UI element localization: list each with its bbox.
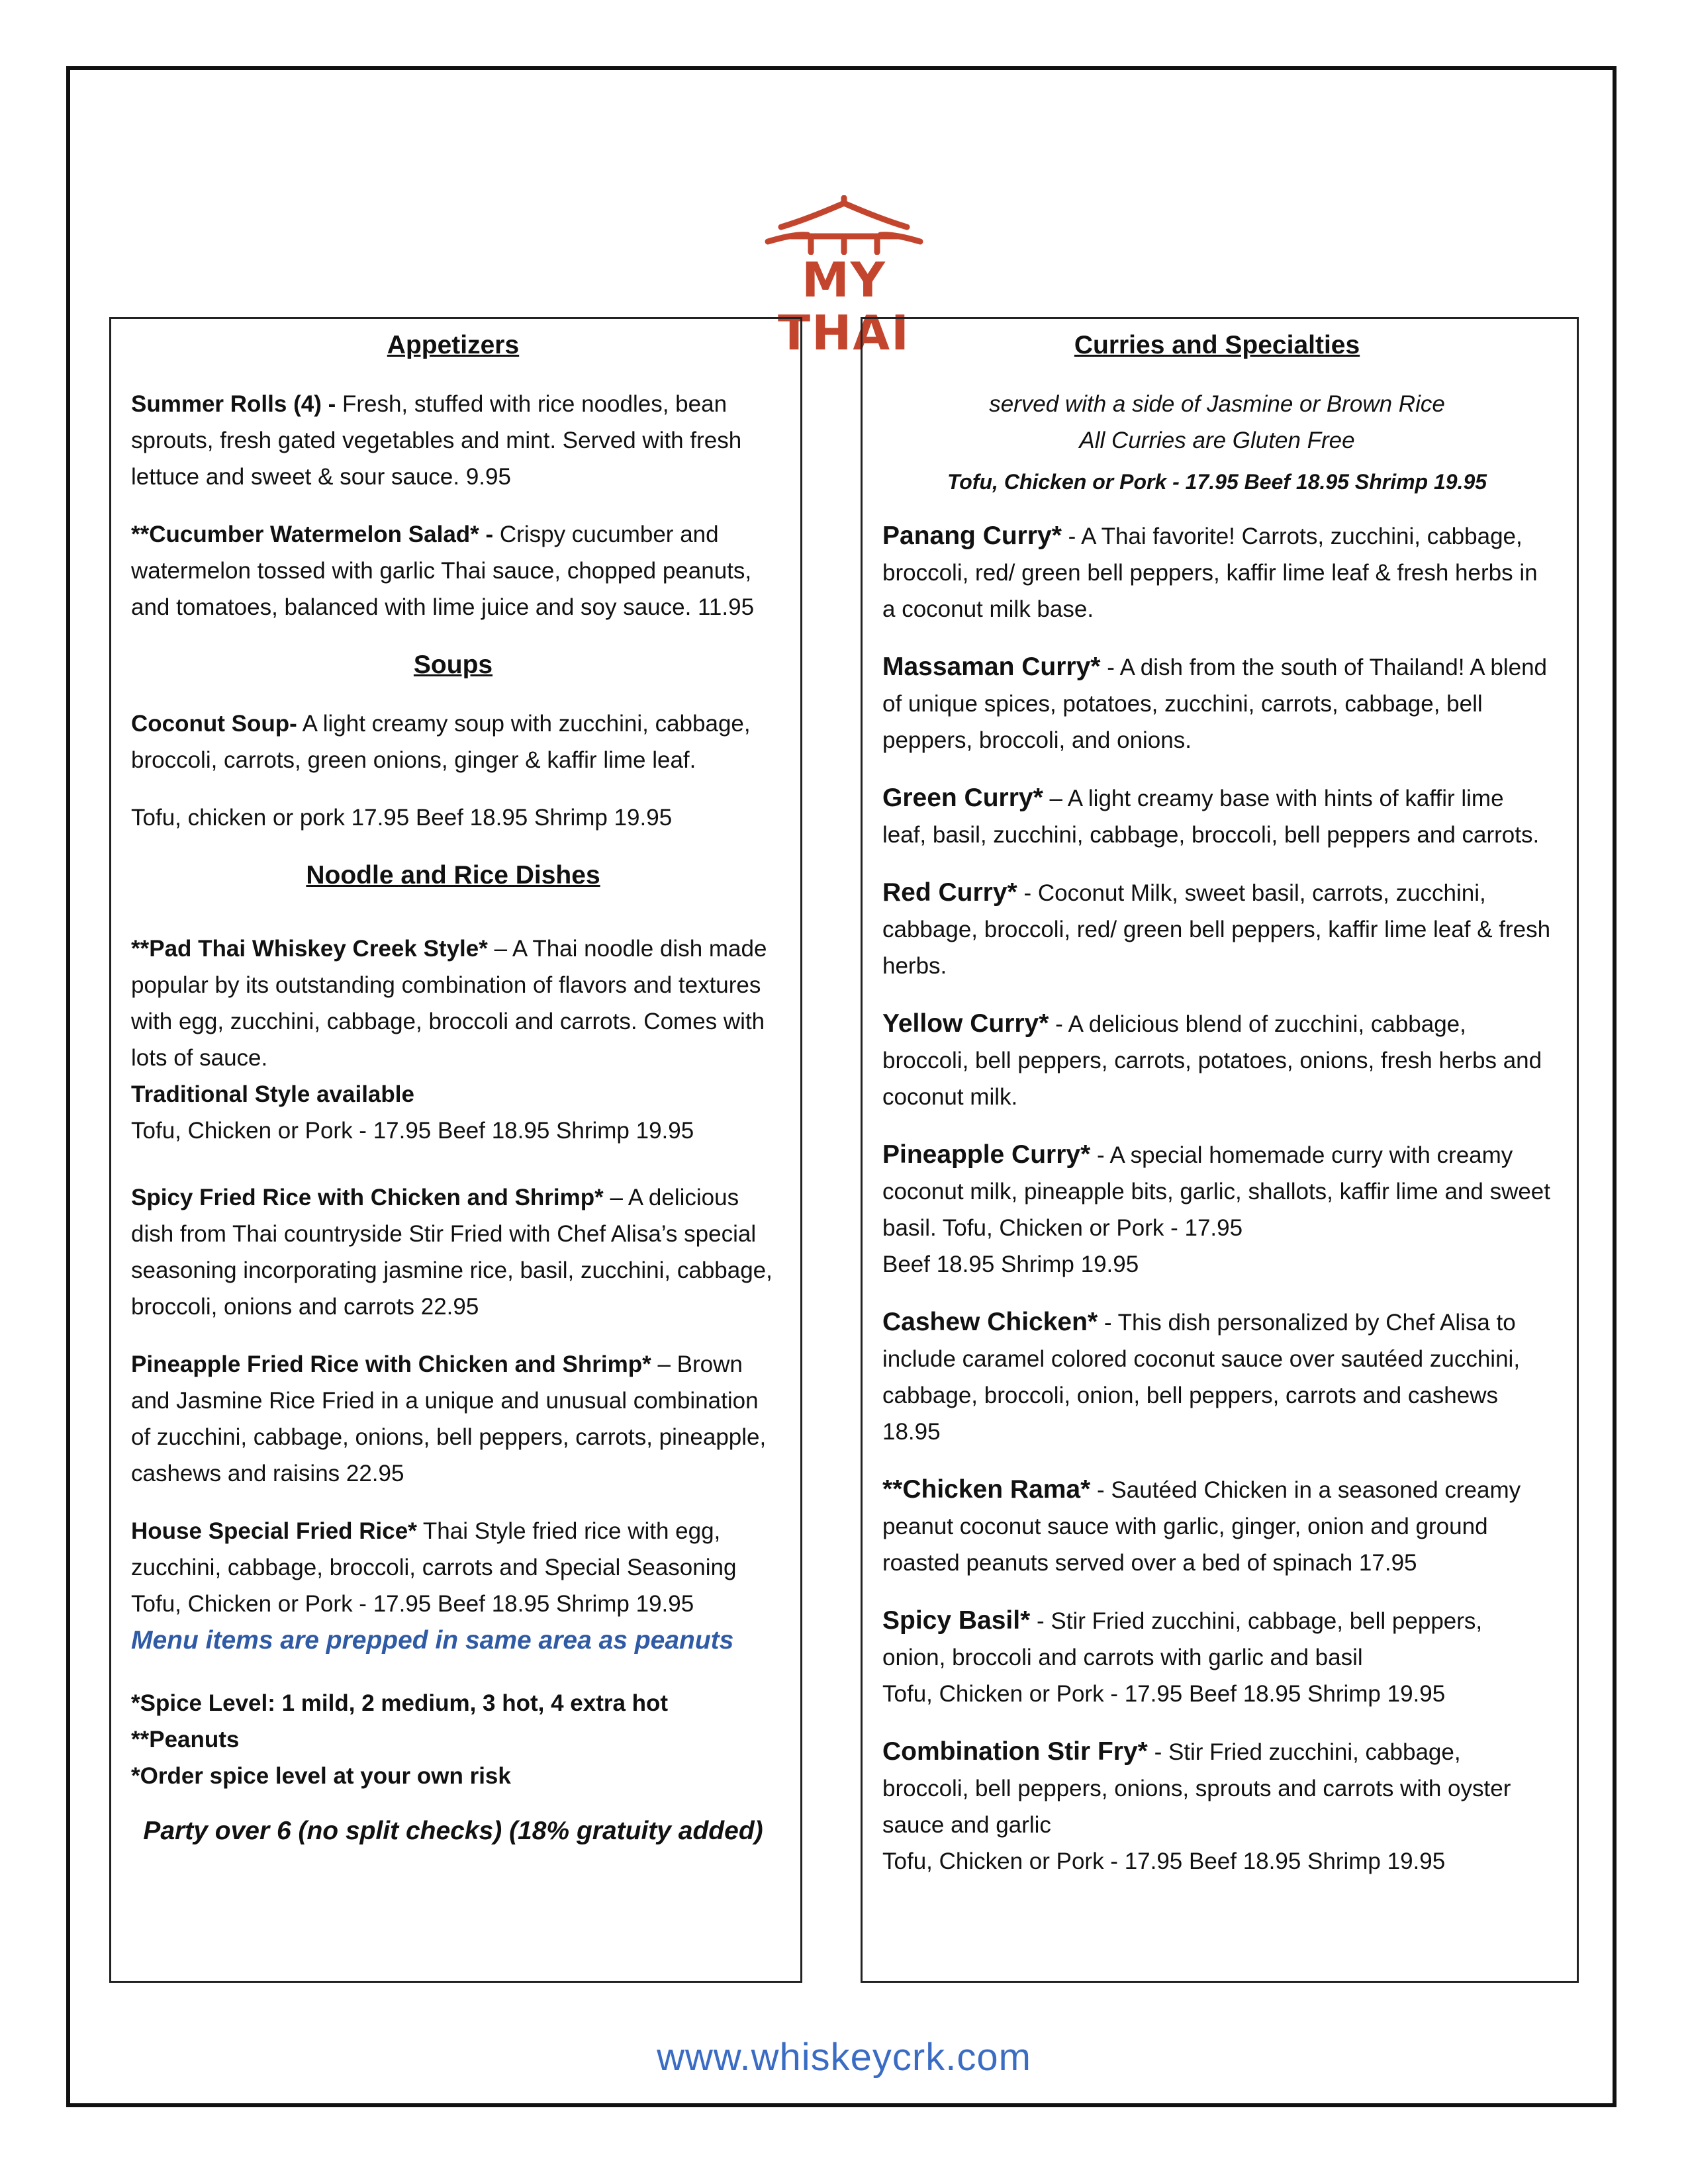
item-name: Summer Rolls (4) - [131,391,336,417]
item-description: - Stir Fried zucchini, cabbage, bell peppers, onion, broccoli and carrots with garlic and basil [882,1608,1483,1670]
item-description: - Sautéed Chicken in a seasoned creamy peanut coconut sauce with garlic, ginger, onion and ground roasted peanuts served over a bed of spinach 17.95 [882,1477,1521,1576]
item-name: Pineapple Curry* [882,1140,1091,1169]
item-description: – A delicious dish from Thai countryside Stir Fried with Chef Alisa’s special seasoning incorporating jasmine rice, basil, zucchini, cabbage, broccoli, onions and carrots 22.95 [131,1185,773,1320]
menu-item-pineapple-curry [882,1136,1552,1283]
item-description: - This dish personalized by Chef Alisa to include caramel colored coconut sauce over sautéed zucchini, cabbage, broccoli, onion, bell peppers, carrots and cashews 18.95 [882,1310,1521,1445]
menu-item-red-curry [882,874,1552,984]
item-name: **Chicken Rama* [882,1475,1091,1504]
spice-level-note: *Spice Level: 1 mild, 2 medium, 3 hot, 4 extra hot [131,1690,669,1716]
menu-item-house-special-fried-rice [131,1513,775,1622]
item-description: - Coconut Milk, sweet basil, carrots, zucchini, cabbage, broccoli, red/ green bell peppers, kaffir lime leaf & fresh herbs. [882,880,1551,979]
item-name: Yellow Curry* [882,1009,1049,1038]
item-description: Crispy cucumber and watermelon tossed with garlic Thai sauce, chopped peanuts, and tomatoes, balanced with lime juice and soy sauce. 11.95 [131,522,755,620]
item-name: Green Curry* [882,784,1043,812]
item-description: – A light creamy base with hints of kaffir lime leaf, basil, zucchini, cabbage, broccoli, bell peppers and carrots. [882,786,1540,848]
menu-item-yellow-curry [882,1005,1552,1115]
peanut-warning: Menu items are prepped in same area as peanuts [131,1626,734,1655]
item-name: Combination Stir Fry* [882,1737,1148,1766]
traditional-style-note: Traditional Style available [131,1081,414,1107]
menu-item-panang-curry [882,518,1552,627]
item-name: Red Curry* [882,878,1017,907]
item-name: Coconut Soup- [131,711,297,737]
menu-item-summer-rolls [131,386,775,495]
peanuts-note: **Peanuts [131,1727,240,1752]
my-thai-logo [728,195,960,361]
item-description: Fresh, stuffed with rice noodles, bean sprouts, fresh gated vegetables and mint. Served with fresh lettuce and sweet & sour sauce. 9.95 [131,391,742,490]
menu-item-spicy-fried-rice [131,1179,775,1325]
right-menu-column [861,317,1579,1983]
item-name: Pineapple Fried Rice with Chicken and Shrimp* [131,1351,651,1377]
soups-heading: Soups [413,651,493,679]
menu-item-cashew-chicken [882,1304,1552,1450]
party-policy: Party over 6 (no split checks) (18% gratuity added) [143,1817,763,1845]
menu-item-pineapple-fried-rice [131,1346,775,1492]
brand-name: MY THAI [778,252,910,361]
item-description: – Brown and Jasmine Rice Fried in a unique and unusual combination of zucchini, cabbage, onions, bell peppers, carrots, pineapple, cashews and raisins 22.95 [131,1351,767,1486]
pagoda-roof-icon [728,195,960,255]
item-description: – A Thai noodle dish made popular by its outstanding combination of flavors and textures with egg, zucchini, cabbage, broccoli and carrots. Comes with lots of sauce. [131,936,767,1071]
item-name: Panang Curry* [882,522,1062,550]
item-name: Massaman Curry* [882,653,1101,681]
left-menu-column [109,317,802,1983]
item-name: **Pad Thai Whiskey Creek Style* [131,936,488,962]
item-name: House Special Fried Rice* [131,1518,417,1544]
item-description: - Stir Fried zucchini, cabbage, broccoli, bell peppers, onions, sprouts and carrots with oyster sauce and garlic [882,1739,1511,1838]
item-name: Spicy Fried Rice with Chicken and Shrimp* [131,1185,604,1210]
appetizers-heading: Appetizers [387,331,520,359]
item-description: - A Thai favorite! Carrots, zucchini, cabbage, broccoli, red/ green bell peppers, kaffir lime leaf & fresh herbs in a coconut milk base. [882,523,1538,622]
item-name: Cashew Chicken* [882,1308,1098,1336]
pad-thai-prices: Tofu, Chicken or Pork - 17.95 Beef 18.95 Shrimp 19.95 [131,1118,694,1144]
item-description: A light creamy soup with zucchini, cabbage, broccoli, carrots, green onions, ginger & kaffir lime leaf. [131,711,751,773]
item-description: - A delicious blend of zucchini, cabbage, broccoli, bell peppers, carrots, potatoes, onions, fresh herbs and coconut milk. [882,1011,1542,1110]
rice-note: served with a side of Jasmine or Brown Rice [989,391,1445,417]
website-link[interactable]: www.whiskeycrk.com [657,2036,1031,2079]
noodles-heading: Noodle and Rice Dishes [306,861,600,889]
gluten-free-note: All Curries are Gluten Free [1079,428,1355,453]
menu-item-green-curry [882,780,1552,853]
item-description: Thai Style fried rice with egg, zucchini, cabbage, broccoli, carrots and Special Seasoning [131,1518,737,1580]
item-extra-prices: Tofu, Chicken or Pork - 17.95 Beef 18.95 Shrimp 19.95 [882,1681,1446,1707]
item-extra-prices: Beef 18.95 Shrimp 19.95 [882,1251,1139,1277]
risk-note: *Order spice level at your own risk [131,1763,511,1789]
soup-prices: Tofu, chicken or pork 17.95 Beef 18.95 Shrimp 19.95 [131,805,673,831]
menu-item-coconut-soup [131,705,775,778]
menu-item-chicken-rama [882,1471,1552,1581]
spice-notes [131,1685,775,1794]
house-special-prices: Tofu, Chicken or Pork - 17.95 Beef 18.95 Shrimp 19.95 [131,1591,694,1617]
curry-prices: Tofu, Chicken or Pork - 17.95 Beef 18.95 Shrimp 19.95 [947,470,1487,494]
item-description: - A special homemade curry with creamy coconut milk, pineapple bits, garlic, shallots, kaffir lime and sweet basil. Tofu, Chicken or Pork - 17.95 [882,1142,1551,1241]
menu-item-cucumber-salad [131,516,775,625]
item-name: Spicy Basil* [882,1606,1031,1635]
menu-item-spicy-basil [882,1602,1552,1712]
menu-item-combination-stir-fry [882,1733,1552,1880]
menu-item-pad-thai [131,931,775,1149]
item-extra-prices: Tofu, Chicken or Pork - 17.95 Beef 18.95 Shrimp 19.95 [882,1848,1446,1874]
curries-heading: Curries and Specialties [1074,331,1360,359]
menu-item-massaman-curry [882,649,1552,758]
item-description: - A dish from the south of Thailand! A blend of unique spices, potatoes, zucchini, carrots, cabbage, bell peppers, broccoli, and onions. [882,655,1548,753]
item-name: **Cucumber Watermelon Salad* - [131,522,494,547]
